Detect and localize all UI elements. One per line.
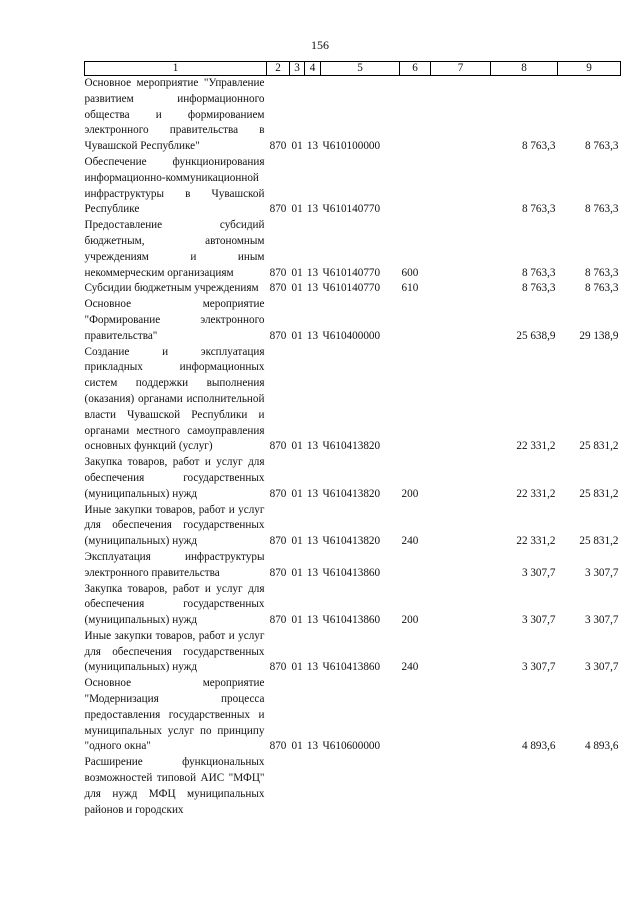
section-cell: 01 [291,203,303,216]
page-number: 156 [311,38,329,52]
column-7-cell [431,76,491,155]
expense-type-cell [400,297,431,344]
expense-type-cell: 200 [401,614,419,627]
ministry-code-cell: 870 [269,535,287,548]
expense-type-cell [400,550,431,582]
amount-year-2-cell: 25 831,2 [579,535,619,548]
row-name-cell: Расширение функциональных возможностей типовой АИС "МФЦ" для нужд МФЦ муниципальных районов и городских [84,756,265,816]
row-name-cell: Обеспечение функционирования информационно-коммуникационной инфраструктуры в Чувашской Республике [84,155,265,216]
column-7-cell [431,345,491,456]
subsection-cell: 13 [306,329,319,342]
target-article-cell: Ч610140770 [322,203,381,216]
row-name-cell: Иные закупки товаров, работ и услуг для обеспечения государственных (муниципальных) нужд [84,629,265,674]
header-cell: 9 [558,62,621,76]
amount-year-2-cell: 3 307,7 [584,614,619,627]
table-row [85,155,621,218]
section-cell: 01 [291,440,303,453]
row-name-cell: Создание и эксплуатация прикладных информационных систем поддержки выполнения (оказания) органами исполнительной власти Чувашской Республики и органами местного самоуправления основных функций (услуг) [84,345,265,453]
section-cell: 01 [291,140,303,153]
table-row [85,297,621,344]
target-article-cell: Ч610140770 [322,266,381,279]
target-article-cell: Ч610413820 [322,440,381,453]
expense-type-cell [400,755,431,818]
column-7-cell [431,550,491,582]
column-7-cell [431,503,491,550]
subsection-cell: 13 [306,535,319,548]
section-cell: 01 [291,282,303,295]
amount-year-2-cell: 3 307,7 [584,566,619,579]
column-7-cell [431,218,491,281]
target-article-cell: Ч610100000 [322,140,381,153]
amount-year-2-cell: 4 893,6 [584,740,619,753]
target-article-cell [321,755,400,818]
subsection-cell: 13 [306,661,319,674]
row-name-cell: Закупка товаров, работ и услуг для обеспечения государственных (муниципальных) нужд [84,456,265,500]
table-row [85,755,621,818]
table-row [85,629,621,676]
amount-year-1-cell: 3 307,7 [521,661,556,674]
section-cell: 01 [291,266,303,279]
table-row [85,455,621,502]
expense-type-cell: 240 [401,661,419,674]
column-7-cell [431,755,491,818]
amount-year-2-cell: 25 831,2 [579,440,619,453]
section-cell: 01 [291,566,303,579]
table-row [85,582,621,629]
section-cell: 01 [291,487,303,500]
target-article-cell: Ч610413860 [322,614,381,627]
table-row [85,550,621,582]
header-cell: 2 [267,62,290,76]
subsection-cell: 13 [306,740,319,753]
ministry-code-cell: 870 [269,740,287,753]
column-7-cell [431,629,491,676]
target-article-cell: Ч610413860 [322,566,381,579]
table-body [85,76,621,819]
amount-year-1-cell: 3 307,7 [521,566,556,579]
section-cell: 01 [291,614,303,627]
amount-year-1-cell: 22 331,2 [516,487,556,500]
amount-year-2-cell: 29 138,9 [579,329,619,342]
row-name-cell: Закупка товаров, работ и услуг для обеспечения государственных (муниципальных) нужд [84,582,265,627]
amount-year-1-cell: 4 893,6 [521,740,556,753]
expense-type-cell [400,155,431,218]
table-header [85,62,621,76]
expense-type-cell: 200 [401,487,419,500]
row-name-cell: Субсидии бюджетным учреждениям [84,282,259,295]
column-7-cell [431,676,491,755]
amount-year-1-cell [491,755,558,818]
amount-year-2-cell: 8 763,3 [584,266,619,279]
table-row [85,281,621,297]
ministry-code-cell: 870 [269,266,287,279]
header-cell: 5 [321,62,400,76]
target-article-cell: Ч610140770 [322,282,381,295]
column-7-cell [431,455,491,502]
row-name-cell: Иные закупки товаров, работ и услуг для обеспечения государственных (муниципальных) нужд [84,503,265,548]
section-cell [290,755,305,818]
target-article-cell: Ч610600000 [322,740,381,753]
header-cell: 4 [305,62,321,76]
row-name-cell: Эксплуатация инфраструктуры электронного правительства [84,550,265,579]
amount-year-1-cell: 8 763,3 [521,266,556,279]
header-cell: 8 [491,62,558,76]
target-article-cell: Ч610413820 [322,487,381,500]
amount-year-2-cell: 25 831,2 [579,487,619,500]
subsection-cell: 13 [306,140,319,153]
column-7-cell [431,297,491,344]
expense-type-cell [400,345,431,456]
table-row [85,345,621,456]
expense-type-cell [400,676,431,755]
ministry-code-cell: 870 [269,203,287,216]
expense-type-cell: 240 [401,535,419,548]
expense-type-cell: 610 [401,282,419,295]
section-cell: 01 [291,329,303,342]
amount-year-1-cell: 8 763,3 [521,282,556,295]
amount-year-2-cell: 8 763,3 [584,203,619,216]
amount-year-1-cell: 8 763,3 [521,140,556,153]
ministry-code-cell: 870 [269,487,287,500]
ministry-code-cell: 870 [269,440,287,453]
header-row [85,62,621,76]
amount-year-2-cell [558,755,621,818]
amount-year-2-cell: 8 763,3 [584,282,619,295]
subsection-cell: 13 [306,566,319,579]
amount-year-1-cell: 3 307,7 [521,614,556,627]
expense-type-cell: 600 [401,266,419,279]
header-cell: 1 [85,62,267,76]
table-row [85,76,621,155]
budget-table [84,61,621,818]
subsection-cell: 13 [306,266,319,279]
row-name-cell: Предоставление субсидий бюджетным, автономным учреждениям и иным некоммерческим организациям [84,219,265,279]
header-cell: 3 [290,62,305,76]
amount-year-1-cell: 22 331,2 [516,440,556,453]
column-7-cell [431,155,491,218]
amount-year-2-cell: 8 763,3 [584,140,619,153]
amount-year-1-cell: 25 638,9 [516,329,556,342]
amount-year-1-cell: 22 331,2 [516,535,556,548]
section-cell: 01 [291,661,303,674]
target-article-cell: Ч610413860 [322,661,381,674]
section-cell: 01 [291,740,303,753]
ministry-code-cell: 870 [269,566,287,579]
row-name-cell: Основное мероприятие "Формирование электронного правительства" [84,298,265,342]
header-cell: 7 [431,62,491,76]
subsection-cell: 13 [306,282,319,295]
subsection-cell: 13 [306,203,319,216]
subsection-cell: 13 [306,614,319,627]
section-cell: 01 [291,535,303,548]
header-cell: 6 [400,62,431,76]
ministry-code-cell [267,755,290,818]
column-7-cell [431,582,491,629]
column-7-cell [431,281,491,297]
ministry-code-cell: 870 [269,614,287,627]
subsection-cell: 13 [306,487,319,500]
row-name-cell: Основное мероприятие "Управление развитием информационного общества и формированием электронного правительства в Чувашской Республике" [84,77,265,153]
ministry-code-cell: 870 [269,282,287,295]
row-name-cell: Основное мероприятие "Модернизация процесса предоставления государственных и муниципальных услуг по принципу "одного окна" [84,677,265,753]
subsection-cell: 13 [306,440,319,453]
expense-type-cell [400,76,431,155]
table-row [85,218,621,281]
amount-year-2-cell: 3 307,7 [584,661,619,674]
amount-year-1-cell: 8 763,3 [521,203,556,216]
target-article-cell: Ч610413820 [322,535,381,548]
table-row [85,503,621,550]
subsection-cell [305,755,321,818]
ministry-code-cell: 870 [269,661,287,674]
ministry-code-cell: 870 [269,329,287,342]
target-article-cell: Ч610400000 [322,329,381,342]
ministry-code-cell: 870 [269,140,287,153]
table-row [85,676,621,755]
